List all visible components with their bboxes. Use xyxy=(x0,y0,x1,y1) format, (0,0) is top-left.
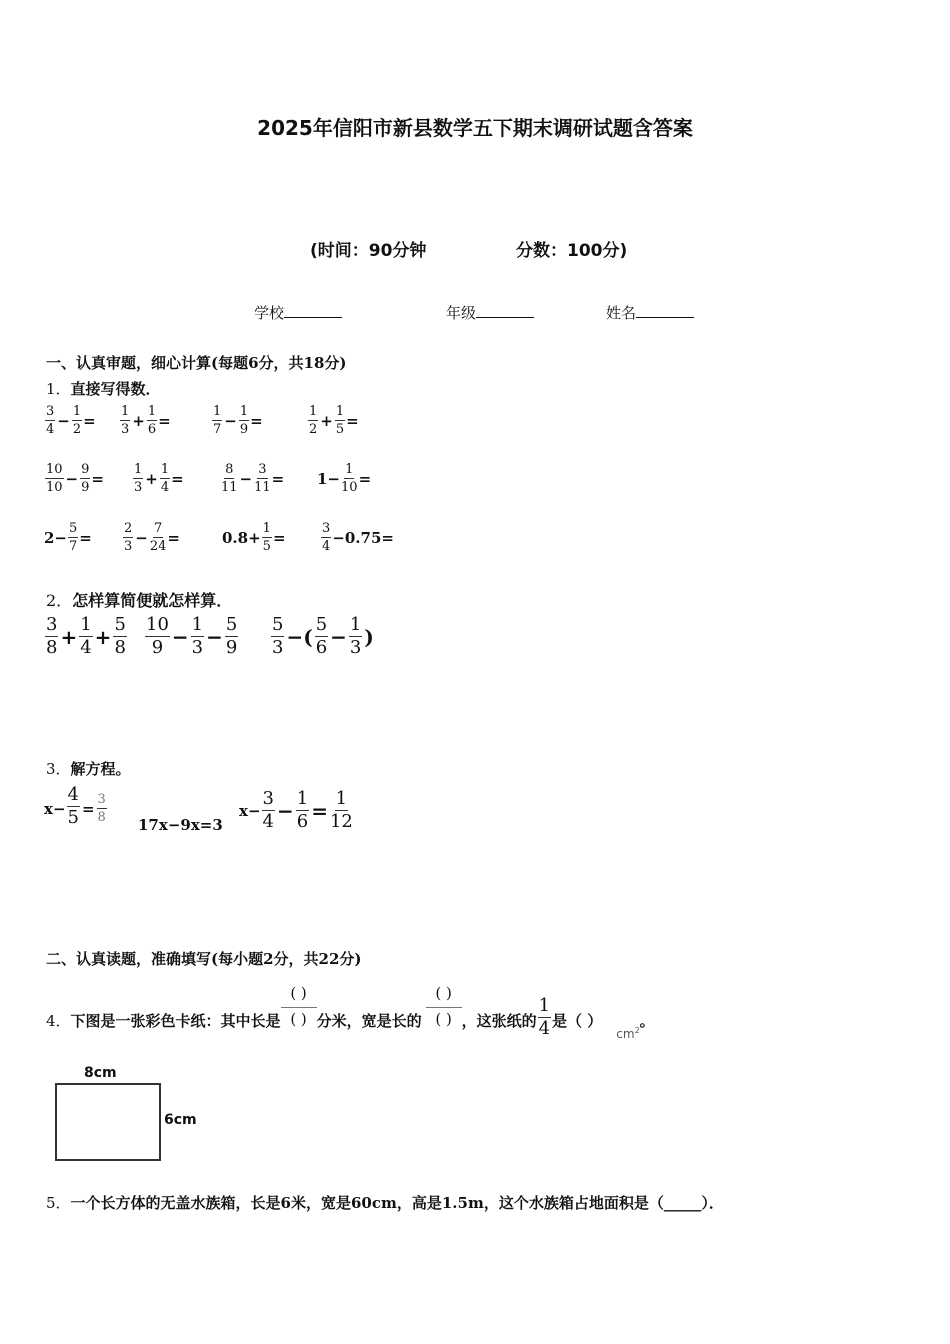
calc-item: $\frac{8}{11}$ − $\frac{3}{11}$ = xyxy=(221,462,285,495)
page-title: 2025年信阳市新县数学五下期末调研试题含答案 xyxy=(257,116,693,140)
name-blank[interactable] xyxy=(636,303,694,318)
length-answer-blank[interactable]: $\frac{( )}{( )}$ xyxy=(281,986,317,1027)
question-1-header xyxy=(46,378,161,399)
rectangle-width-label: 6cm xyxy=(164,1112,197,1128)
grade-label: 年级 xyxy=(446,304,477,322)
equation-2: 17x−9x=3 xyxy=(138,816,223,834)
calc-item: $\frac{1}{3}$ + $\frac{1}{6}$ = xyxy=(121,404,171,437)
name-label: 姓名 xyxy=(606,304,637,322)
question-text: 怎样算简便就怎样算． xyxy=(72,591,233,610)
calc-item: 1− $\frac{1}{10}$ = xyxy=(317,462,372,495)
equation-3: x− $\frac{3}{4}$ − $\frac{1}{6}$ = $\frac{1}{12}$ xyxy=(239,788,353,832)
question-number: 3． xyxy=(46,760,71,778)
section-1-heading: 一、认真审题，细心计算(每题6分，共18分) xyxy=(46,354,347,372)
grade-blank[interactable] xyxy=(476,303,534,318)
calc-item: $\frac{3}{4}$ − $\frac{1}{2}$ = xyxy=(46,404,96,437)
simplify-expression-1: $\frac{3}{8}$ + $\frac{1}{4}$ + $\frac{5}{8}$ xyxy=(46,614,126,658)
question-number: 4． xyxy=(46,1012,71,1030)
time-label: (时间：90分钟 xyxy=(310,241,427,261)
calc-item: 0.8+ $\frac{1}{5}$ = xyxy=(222,521,286,554)
rectangle-length-label: 8cm xyxy=(84,1065,117,1081)
calc-item: $\frac{1}{3}$ + $\frac{1}{4}$ = xyxy=(134,462,184,495)
grade-field[interactable] xyxy=(446,302,534,323)
equation-1: x− $\frac{4}{5}$ = $\frac{3}{8}$ xyxy=(44,784,106,828)
rectangle-figure xyxy=(55,1083,161,1161)
question-text: 解方程。 xyxy=(70,760,131,778)
question-2-header xyxy=(46,588,232,611)
question-3-header xyxy=(46,758,131,779)
question-number: 5． xyxy=(46,1194,71,1212)
calc-item: $\frac{3}{4}$ −0.75= xyxy=(322,521,394,554)
school-blank[interactable] xyxy=(284,303,342,318)
calc-item: 2− $\frac{5}{7}$ = xyxy=(44,521,92,554)
question-text: 一个长方体的无盖水族箱，长是6米，宽是60cm，高是1.5m，这个水族箱占地面积是（_____）． xyxy=(70,1194,724,1212)
simplify-expression-3: $\frac{5}{3}$ −( $\frac{5}{6}$ − $\frac{1}{3}$ ) xyxy=(272,614,374,658)
question-4: 4． 下图是一张彩色卡纸：其中长是 $\frac{( )}{( )}$ 分米，宽是长的 $\frac{( )}{( )}$ ，这张纸的 $\frac{1}{4}$ 是（ ） $cm^2$ 。 xyxy=(46,984,655,1041)
question-5 xyxy=(46,1192,724,1213)
question-number: 1． xyxy=(46,380,71,398)
width-ratio-answer-blank[interactable]: $\frac{( )}{( )}$ xyxy=(426,986,462,1027)
calc-item: $\frac{10}{10}$ − $\frac{9}{9}$ = xyxy=(46,462,104,495)
question-text: 直接写得数． xyxy=(70,380,161,398)
name-field[interactable] xyxy=(606,302,694,323)
school-field[interactable] xyxy=(254,302,342,323)
score-label: 分数：100分) xyxy=(516,241,628,261)
question-number: 2． xyxy=(46,591,73,610)
calc-item: $\frac{1}{7}$ − $\frac{1}{9}$ = xyxy=(213,404,263,437)
simplify-expression-2: $\frac{10}{9}$ − $\frac{1}{3}$ − $\frac{5}{9}$ xyxy=(146,614,238,658)
section-2-heading: 二、认真读题，准确填写(每小题2分，共22分) xyxy=(46,950,362,968)
calc-item: $\frac{1}{2}$ + $\frac{1}{5}$ = xyxy=(309,404,359,437)
calc-item: $\frac{2}{3}$ − $\frac{7}{24}$ = xyxy=(124,521,180,554)
school-label: 学校 xyxy=(254,304,285,322)
